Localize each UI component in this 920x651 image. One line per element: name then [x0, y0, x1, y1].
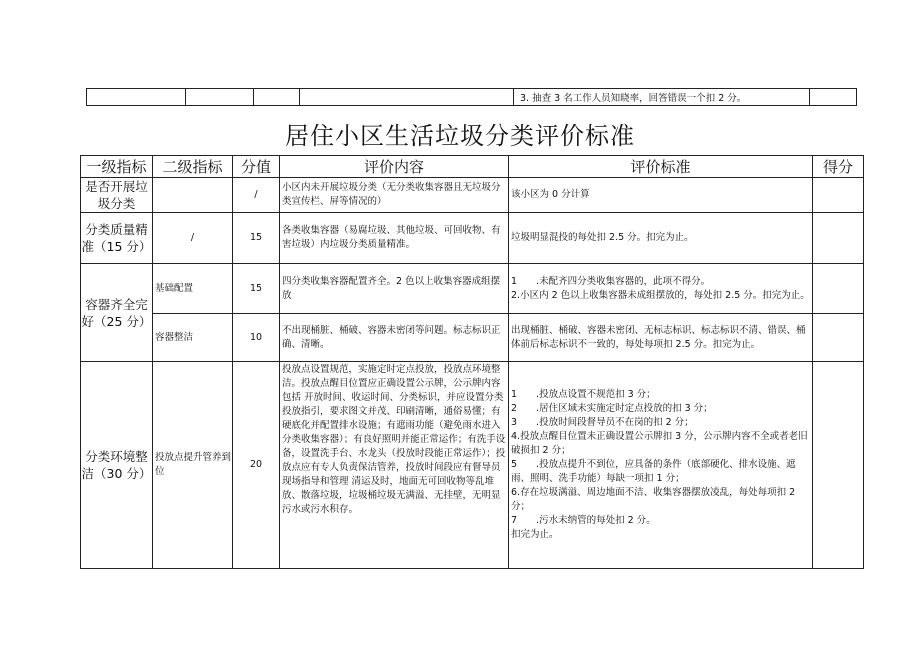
- header-secondary: 二级指标: [153, 156, 233, 178]
- evaluation-table: [80, 155, 864, 569]
- evaluation-content: 不出现桶脏、桶破、容器未密闭等问题。标志标识正确、清晰。: [280, 314, 509, 362]
- previous-table-row: [87, 89, 857, 106]
- primary-indicator: 容器齐全完好（25 分）: [81, 264, 153, 362]
- primary-indicator: 分类环境整洁（30 分）: [81, 362, 153, 569]
- evaluation-standard: 1 .投放点设置不规范扣 3 分； 2 .居住区域未实施定时定点投放的扣 3 分； 3 .投放时间段督导员不在岗的扣 2 分； 4.投放点醒目位置未正确设置公示牌扣 3 分，公示牌内容不全或者老旧破损扣 2 分； 5 .投放点提升不到位，应具备的条件（底部硬化、排水设施、遮雨、照明、洗手功能）每缺一项扣 1 分； 6.存在垃圾满溢、周边地面不洁、收集容器摆放凌乱，每处每项扣 2 分； 7 .污水未纳管的每处扣 2 分。 扣完为止。: [509, 362, 813, 569]
- prev-cell-3: [254, 89, 300, 106]
- previous-table-fragment: [86, 88, 857, 106]
- evaluation-standard: 出现桶脏、桶破、容器未密闭、无标志标识、标志标识不清、错误、桶体前后标志标识不一致的，每处每项扣 2.5 分。扣完为止。: [509, 314, 813, 362]
- prev-note-cell: 3. 抽查 3 名工作人员知晓率，回答错误一个扣 2 分。: [514, 89, 810, 106]
- secondary-indicator: [153, 178, 233, 213]
- score-value: 20: [233, 362, 280, 569]
- primary-indicator: 分类质量精准（15 分）: [81, 213, 153, 264]
- header-row: [81, 156, 864, 178]
- obtained-score: [813, 264, 864, 314]
- score-value: /: [233, 178, 280, 213]
- header-obtained: 得分: [813, 156, 864, 178]
- evaluation-standard: 该小区为 0 分计算: [509, 178, 813, 213]
- obtained-score: [813, 314, 864, 362]
- table-row: [81, 314, 864, 362]
- table-row: [81, 362, 864, 569]
- table-row: [81, 213, 864, 264]
- page-title: 居住小区生活垃圾分类评价标准: [285, 122, 635, 150]
- prev-cell-2: [186, 89, 254, 106]
- obtained-score: [813, 213, 864, 264]
- evaluation-content: 各类收集容器（易腐垃圾、其他垃圾、可回收物、有害垃圾）内垃圾分类质量精准。: [280, 213, 509, 264]
- evaluation-content: 小区内未开展垃圾分类（无分类收集容器且无垃圾分类宣传栏、屏等情况的）: [280, 178, 509, 213]
- evaluation-standard: 垃圾明显混投的每处扣 2.5 分。扣完为止。: [509, 213, 813, 264]
- secondary-indicator: /: [153, 213, 233, 264]
- header-primary: 一级指标: [81, 156, 153, 178]
- score-value: 10: [233, 314, 280, 362]
- header-content: 评价内容: [280, 156, 509, 178]
- evaluation-content: 投放点设置规范，实施定时定点投放，投放点环境整洁。投放点醒目位置应正确设置公示牌，公示牌内容包括 开放时间、收运时间、分类标识，并应设置分类投放指引，要求图文并茂、印刷清晰，通俗易懂；有硬底化并配置排水设施；有遮雨功能（避免雨水进入分类收集容器）；有良好照明并能正常运作；有洗手设备，设置洗手台、水龙头（投放时段能正常运作）；投放点应有专人负责保洁管养，投放时间段应有督导员现场指导和管理 清运及时，地面无可回收物等乱堆放、散落垃圾，垃圾桶垃圾无满溢、无挂壁，无明显污水或污水积存。: [280, 362, 509, 569]
- secondary-indicator: 容器整洁: [153, 314, 233, 362]
- evaluation-content: 四分类收集容器配置齐全。2 色以上收集容器成组摆放: [280, 264, 509, 314]
- secondary-indicator: 基础配置: [153, 264, 233, 314]
- secondary-indicator: 投放点提升管养到位: [153, 362, 233, 569]
- table-row: [81, 178, 864, 213]
- prev-cell-6: [810, 89, 857, 106]
- header-standard: 评价标准: [509, 156, 813, 178]
- primary-indicator: 是否开展垃圾分类: [81, 178, 153, 213]
- obtained-score: [813, 178, 864, 213]
- score-value: 15: [233, 264, 280, 314]
- evaluation-standard: 1 .未配齐四分类收集容器的，此项不得分。 2.小区内 2 色以上收集容器未成组摆放的，每处扣 2.5 分。扣完为止。: [509, 264, 813, 314]
- header-score: 分值: [233, 156, 280, 178]
- prev-cell-1: [87, 89, 186, 106]
- table-row: [81, 264, 864, 314]
- obtained-score: [813, 362, 864, 569]
- score-value: 15: [233, 213, 280, 264]
- prev-cell-4: [300, 89, 514, 106]
